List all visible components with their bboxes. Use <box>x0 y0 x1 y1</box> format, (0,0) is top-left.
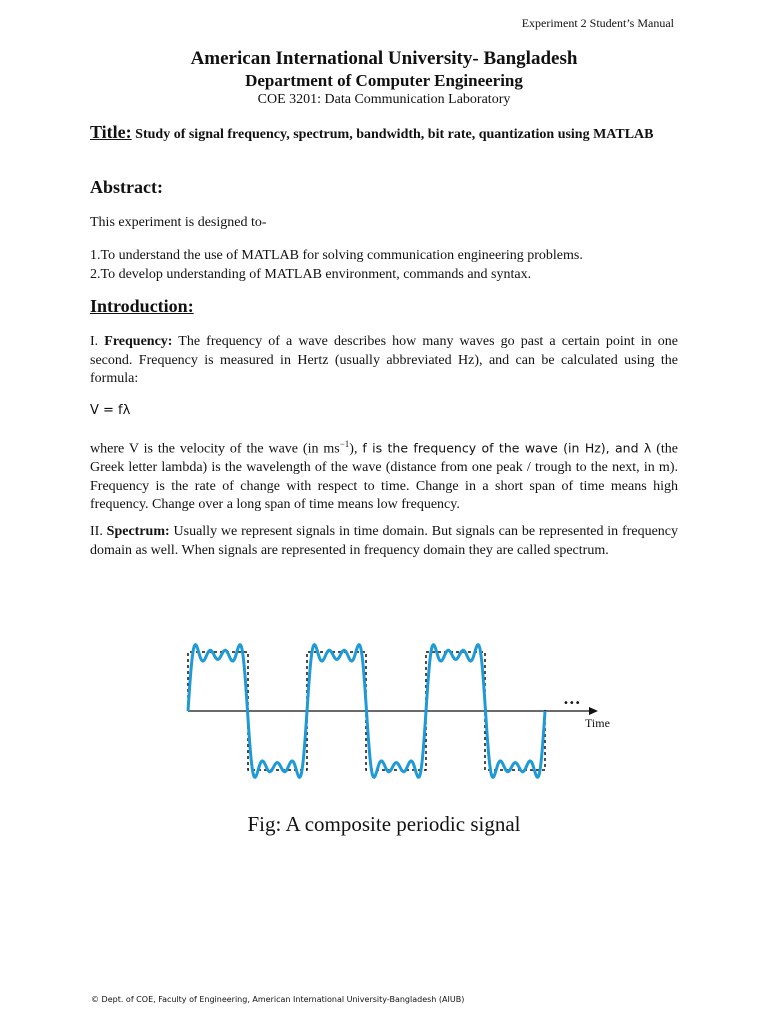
frequency-term: Frequency: <box>104 334 173 349</box>
abstract-item: 1.To understand the use of MATLAB for solving communication engineering problems. <box>90 248 583 263</box>
velocity-formula: V = fλ <box>90 403 131 418</box>
abstract-heading: Abstract: <box>90 177 163 197</box>
spectrum-text: Usually we represent signals in time domain. But signals can be represented in frequency domain as well. When signals are represented in frequency domain they are called spectrum. <box>90 524 678 558</box>
page-footer: © Dept. of COE, Faculty of Engineering, American International University-Bangladesh (AIUB) <box>91 995 465 1004</box>
where-part3: f is the frequency of the wave (in Hz), and λ <box>362 440 652 456</box>
title-label: Title: <box>90 122 132 142</box>
spectrum-term: Spectrum: <box>106 524 170 539</box>
title-text: Study of signal frequency, spectrum, bandwidth, bit rate, quantization using MATLAB <box>131 127 654 142</box>
frequency-prefix: I. <box>90 334 105 349</box>
axis-arrowhead <box>589 707 598 715</box>
where-superscript: −1 <box>339 439 350 449</box>
time-axis-label: Time <box>585 716 610 730</box>
university-name: American International University- Bangladesh <box>190 48 578 69</box>
axis-ellipsis: ••• <box>563 698 581 709</box>
running-header: Experiment 2 Student’s Manual <box>521 16 674 30</box>
introduction-heading: Introduction: <box>90 296 194 316</box>
where-part2: ), <box>349 441 363 457</box>
course-title: COE 3201: Data Communication Laboratory <box>257 92 511 107</box>
abstract-intro: This experiment is designed to- <box>90 215 267 230</box>
where-part4: (the Greek letter lambda) is the wavelength of the wave (distance from one peak / trough to the next, in m). Frequency is the rate of change with respect to time. Change in a short span of time means high frequency. Change over a long span of time means low frequency. <box>90 441 678 513</box>
where-part1: where V is the velocity of the wave (in ms <box>90 441 340 457</box>
department-name: Department of Computer Engineering <box>245 71 523 90</box>
figure-caption: Fig: A composite periodic signal <box>247 812 521 836</box>
frequency-text: The frequency of a wave describes how many waves go past a certain point in one second. Frequency is measured in Hertz (usually abbreviated Hz), and can be calculated using the formula: <box>90 334 678 386</box>
abstract-item: 2.To develop understanding of MATLAB environment, commands and syntax. <box>90 266 532 282</box>
spectrum-prefix: II. <box>90 524 107 539</box>
